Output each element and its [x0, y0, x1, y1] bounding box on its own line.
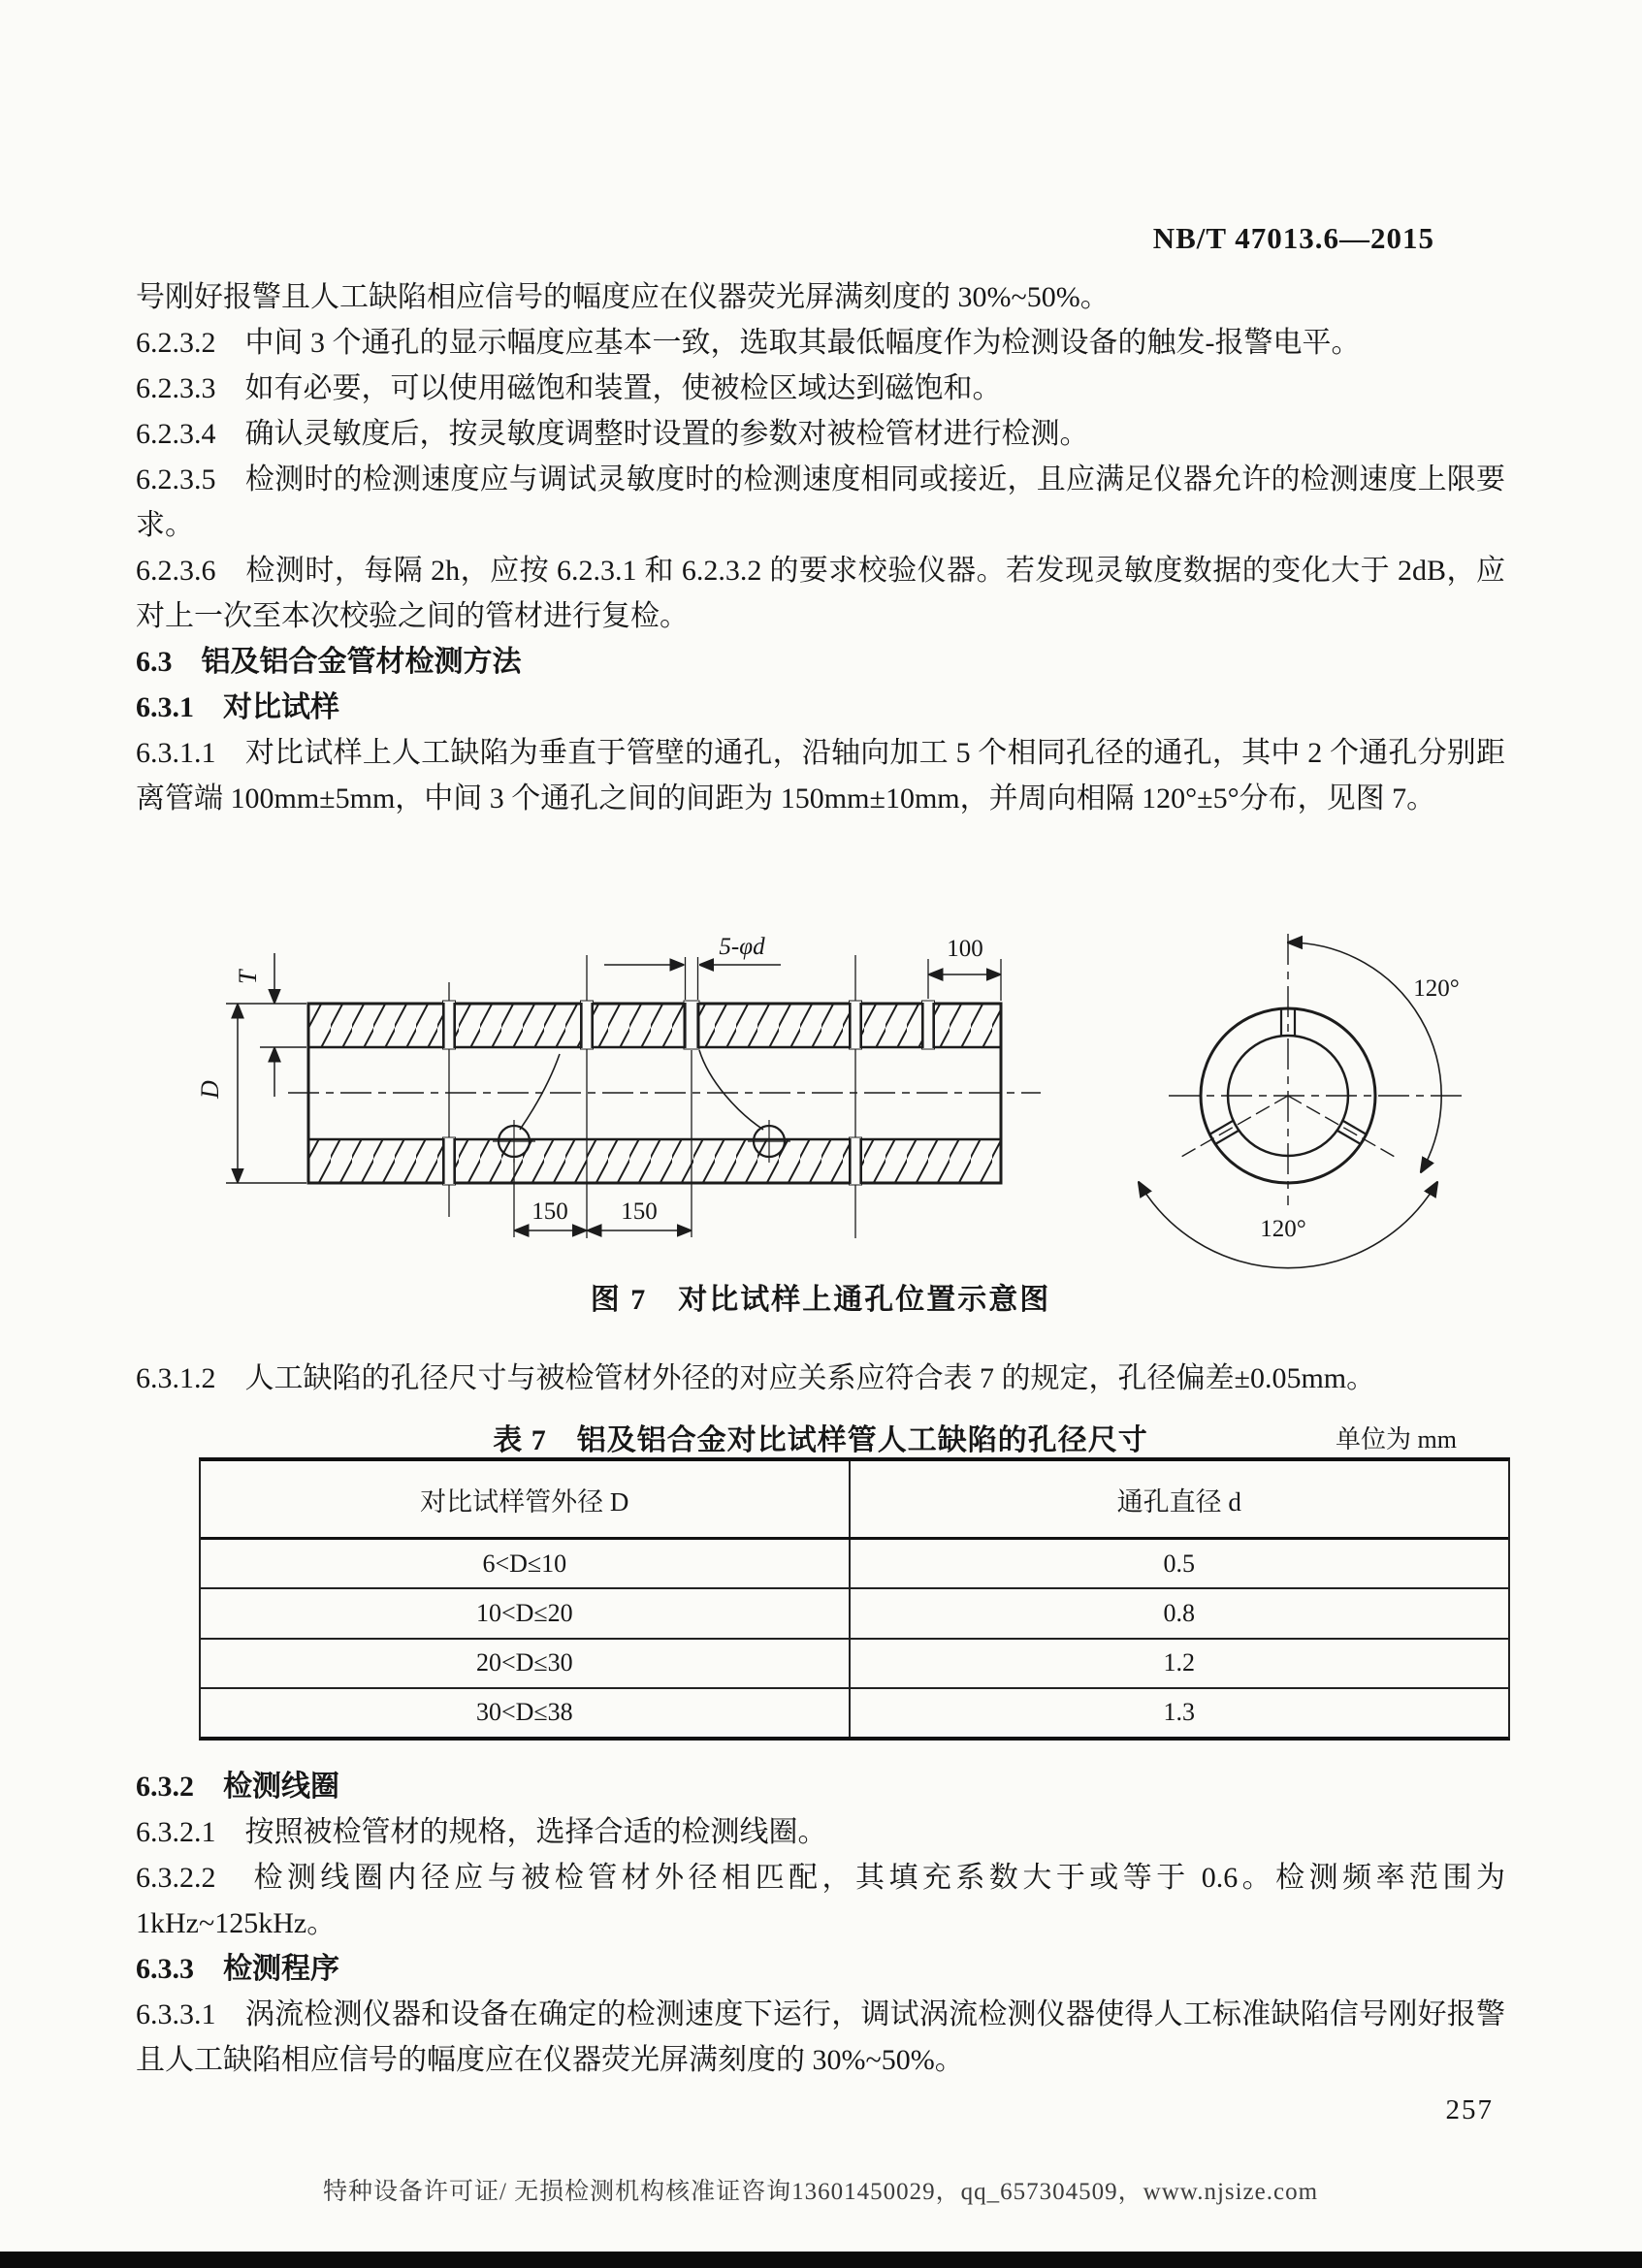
body-text-bottom — [136, 1764, 1505, 2083]
dim-span-left: 150 — [531, 1198, 568, 1225]
figure-7-drawing — [160, 897, 1557, 1275]
watermark-text: 特种设备许可证/ 无损检测机构核准证咨询13601450029，qq_657304509，www.njsize.com — [322, 2179, 1319, 2205]
cell-d-range: 20<D≤30 — [201, 1640, 851, 1687]
figure-7-caption: 图 7 对比试样上通孔位置示意图 — [590, 1284, 1051, 1316]
clause-6331: 6.3.3.1 涡流检测仪器和设备在确定的检测速度下运行，调试涡流检测仪器使得人工标准缺陷信号刚好报警且人工缺陷相应信号的幅度应在仪器荧光屏满刻度的 30%~50%。 — [136, 1998, 1505, 2076]
body-text-top — [136, 274, 1505, 821]
table-7-title-row — [136, 1416, 1505, 1454]
clause-6311: 6.3.1.1 对比试样上人工缺陷为垂直于管壁的通孔，沿轴向加工 5 个相同孔径的通孔，其中 2 个通孔分别距离管端 100mm±5mm，中间 3 个通孔之间的间距为 150mm±10mm，并周向相隔 120°±5°分布，见图 7。 — [136, 737, 1505, 815]
heading-632: 6.3.2 检测线圈 — [136, 1771, 339, 1803]
table-7-unit: 单位为 mm — [1336, 1425, 1457, 1453]
page-number: 257 — [1445, 2094, 1494, 2125]
scan-edge-bar — [0, 2252, 1642, 2268]
dim-outer-diameter: D — [196, 1080, 224, 1099]
cell-d-range: 10<D≤20 — [201, 1589, 851, 1637]
clause-6321: 6.3.2.1 按照被检管材的规格，选择合适的检测线圈。 — [136, 1816, 827, 1848]
table-7-title: 表 7 铝及铝合金对比试样管人工缺陷的孔径尺寸 — [493, 1424, 1148, 1456]
table-row — [201, 1540, 1508, 1589]
body-text-mid — [136, 1356, 1505, 1401]
heading-63: 6.3 铝及铝合金管材检测方法 — [136, 646, 522, 678]
table-header-row — [201, 1461, 1508, 1540]
clause-6235: 6.2.3.5 检测时的检测速度应与调试灵敏度时的检测速度相同或接近，且应满足仪器允许的检测速度上限要求。 — [136, 463, 1505, 541]
cross-section-drawing — [1139, 934, 1465, 1268]
dim-wall-thickness: T — [234, 970, 262, 984]
cell-hole-dia: 0.5 — [1163, 1549, 1196, 1578]
doc-number: NB/T 47013.6—2015 — [1152, 221, 1434, 255]
pipe-section-drawing — [196, 934, 1041, 1238]
col-header-hole-diameter: 通孔直径 d — [1116, 1486, 1241, 1517]
dim-holes: 5-φd — [719, 934, 765, 960]
clause-6236: 6.2.3.6 检测时，每隔 2h，应按 6.2.3.1 和 6.2.3.2 的要求校验仪器。若发现灵敏度数据的变化大于 2dB，应对上一次至本次校验之间的管材进行复检。 — [136, 555, 1505, 632]
heading-631: 6.3.1 对比试样 — [136, 691, 339, 723]
clause-6232: 6.2.3.2 中间 3 个通孔的显示幅度应基本一致，选取其最低幅度作为检测设备的触发-报警电平。 — [136, 327, 1361, 359]
col-header-outer-diameter: 对比试样管外径 D — [201, 1461, 851, 1537]
table-7 — [199, 1457, 1510, 1741]
cell-d-range: 30<D≤38 — [201, 1689, 851, 1737]
clause-6312: 6.3.1.2 人工缺陷的孔径尺寸与被检管材外径的对应关系应符合表 7 的规定，孔径偏差±0.05mm。 — [136, 1362, 1376, 1394]
dim-end-distance: 100 — [947, 936, 983, 962]
heading-633: 6.3.3 检测程序 — [136, 1953, 339, 1985]
cell-hole-dia: 1.2 — [1163, 1648, 1196, 1677]
clause-6234: 6.2.3.4 确认灵敏度后，按灵敏度调整时设置的参数对被检管材进行检测。 — [136, 418, 1089, 450]
table-row — [201, 1589, 1508, 1639]
clause-continuation: 号刚好报警且人工缺陷相应信号的幅度应在仪器荧光屏满刻度的 30%~50%。 — [136, 281, 1110, 313]
table-row — [201, 1689, 1508, 1737]
cell-hole-dia: 1.3 — [1163, 1698, 1196, 1727]
clause-6322: 6.3.2.2 检测线圈内径应与被检管材外径相匹配，其填充系数大于或等于 0.6。检测频率范围为 1kHz~125kHz。 — [136, 1862, 1505, 1939]
cell-hole-dia: 0.8 — [1163, 1598, 1196, 1627]
dim-angle-lower: 120° — [1260, 1216, 1306, 1242]
dim-angle-upper: 120° — [1413, 975, 1460, 1002]
clause-6233: 6.2.3.3 如有必要，可以使用磁饱和装置，使被检区域达到磁饱和。 — [136, 372, 1002, 404]
cell-d-range: 6<D≤10 — [201, 1540, 851, 1587]
dim-span-right: 150 — [621, 1198, 658, 1225]
table-row — [201, 1640, 1508, 1689]
